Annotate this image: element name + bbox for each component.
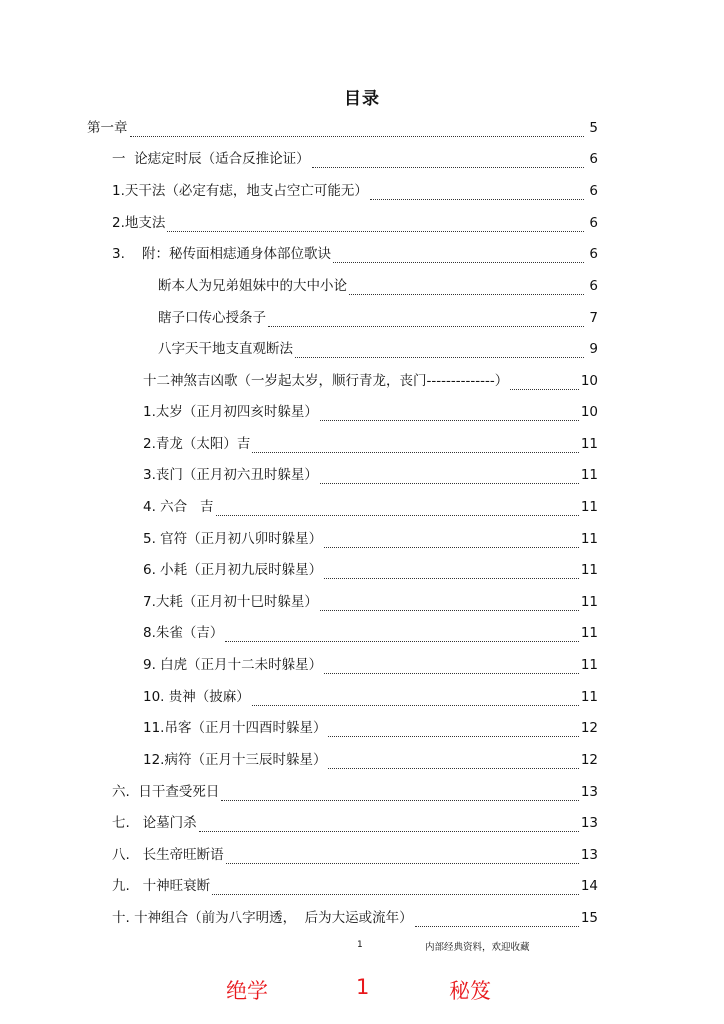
toc-entry-page: 9	[589, 341, 598, 357]
footer-page-number: 1	[357, 940, 363, 950]
toc-entry-page: 6	[589, 246, 598, 262]
dot-leader	[320, 470, 579, 484]
toc-entry-page: 6	[589, 215, 598, 231]
toc-entry[interactable]	[143, 435, 598, 453]
toc-entry[interactable]	[158, 340, 598, 358]
toc-entry-page: 14	[580, 878, 598, 894]
dot-leader	[320, 597, 579, 611]
toc-entry-page: 11	[580, 436, 598, 452]
toc-entry-page: 13	[580, 847, 598, 863]
toc-entry[interactable]	[112, 150, 598, 168]
dot-leader	[226, 850, 579, 864]
toc-entry-label: 六. 日干查受死日	[112, 784, 220, 800]
toc-entry-label: 5. 官符（正月初八卯时躲星）	[143, 531, 323, 547]
toc-entry[interactable]	[143, 403, 598, 421]
toc-entry-label: 4. 六合 吉	[143, 499, 214, 515]
toc-entry-label: 2.青龙（太阳）吉	[143, 436, 251, 452]
dot-leader	[252, 692, 579, 706]
toc-entry-label: 12.病符（正月十三辰时躲星）	[143, 752, 327, 768]
dot-leader	[324, 565, 579, 579]
dot-leader	[130, 123, 585, 137]
toc-entry[interactable]	[143, 751, 598, 769]
toc-entry[interactable]	[143, 372, 598, 390]
toc-entry-label: 八. 长生帝旺断语	[112, 847, 224, 863]
toc-entry-page: 11	[580, 657, 598, 673]
toc-entry[interactable]	[112, 783, 598, 801]
footer-note: 内部经典资料，欢迎收藏	[425, 942, 530, 953]
toc-entry-label: 11.吊客（正月十四酉时躲星）	[143, 720, 327, 736]
toc-entry[interactable]	[112, 877, 598, 895]
toc-entry-label: 7.大耗（正月初十巳时躲星）	[143, 594, 318, 610]
toc-entry[interactable]	[112, 909, 598, 927]
dot-leader	[212, 881, 579, 895]
toc-entry-label: 八字天干地支直观断法	[158, 341, 293, 357]
toc-entry-page: 7	[589, 310, 598, 326]
toc-entry-page: 11	[580, 594, 598, 610]
dot-leader	[268, 313, 584, 327]
toc-entry-label: 10. 贵神（披麻）	[143, 689, 250, 705]
toc-entry[interactable]	[143, 498, 598, 516]
toc-entry-page: 13	[580, 784, 598, 800]
dot-leader	[349, 281, 584, 295]
toc-entry-label: 十. 十神组合（前为八字明透， 后为大运或流年）	[112, 910, 413, 926]
dot-leader	[167, 218, 584, 232]
toc-entry-page: 11	[580, 562, 598, 578]
toc-entry-label: 2.地支法	[112, 215, 166, 231]
toc-entry[interactable]	[158, 309, 598, 327]
toc-entry-label: 3.丧门（正月初六丑时躲星）	[143, 467, 318, 483]
stamp-text-right: 秘笈	[449, 979, 491, 1003]
toc-entry[interactable]	[143, 530, 598, 548]
toc-entry-page: 11	[580, 625, 598, 641]
toc-entry-page: 6	[589, 183, 598, 199]
toc-entry-page: 10	[580, 404, 598, 420]
toc-entry[interactable]	[112, 182, 598, 200]
dot-leader	[295, 344, 584, 358]
toc-entry-label: 8.朱雀（吉）	[143, 625, 224, 641]
toc-entry[interactable]	[112, 814, 598, 832]
dot-leader	[199, 818, 579, 832]
toc-entry-label: 1.太岁（正月初四亥时躲星）	[143, 404, 318, 420]
dot-leader	[221, 787, 578, 801]
toc-entry-page: 12	[580, 752, 598, 768]
dot-leader	[324, 534, 579, 548]
toc-entry-label: 十二神煞吉凶歌（一岁起太岁，顺行青龙，丧门--------------）	[143, 373, 509, 389]
dot-leader	[415, 913, 579, 927]
dot-leader	[328, 723, 578, 737]
dot-leader	[333, 249, 584, 263]
toc-entry[interactable]	[143, 561, 598, 579]
toc-entry-label: 九. 十神旺衰断	[112, 878, 211, 894]
toc-entry[interactable]	[143, 593, 598, 611]
toc-entry-label: 3. 附：秘传面相痣通身体部位歌诀	[112, 246, 332, 262]
toc-entry[interactable]	[112, 214, 598, 232]
toc-entry[interactable]	[158, 277, 598, 295]
stamp-text-middle: 1	[356, 975, 370, 999]
dot-leader	[370, 186, 584, 200]
toc-entry-page: 6	[589, 151, 598, 167]
dot-leader	[324, 660, 579, 674]
dot-leader	[252, 439, 578, 453]
toc-entry[interactable]	[143, 466, 598, 484]
toc-entry[interactable]	[143, 656, 598, 674]
toc-entry-page: 11	[580, 467, 598, 483]
toc-entry[interactable]	[143, 624, 598, 642]
toc-entry-page: 10	[580, 373, 598, 389]
toc-entry-label: 断本人为兄弟姐妹中的大中小论	[158, 278, 347, 294]
toc-entry-page: 6	[589, 278, 598, 294]
toc-entry-label: 七. 论墓门杀	[112, 815, 197, 831]
toc-entry[interactable]	[112, 846, 598, 864]
dot-leader	[320, 407, 579, 421]
dot-leader	[225, 628, 578, 642]
toc-entry-page: 11	[580, 499, 598, 515]
dot-leader	[312, 154, 584, 168]
toc-entry[interactable]	[87, 119, 598, 137]
toc-entry-page: 13	[580, 815, 598, 831]
toc-entry-label: 第一章	[87, 120, 128, 136]
toc-entry[interactable]	[143, 688, 598, 706]
toc-entry-page: 15	[580, 910, 598, 926]
toc-entry[interactable]	[143, 719, 598, 737]
toc-entry-label: 瞎子口传心授条子	[158, 310, 266, 326]
toc-entry-page: 5	[589, 120, 598, 136]
toc-entry-label: 9. 白虎（正月十二未时躲星）	[143, 657, 323, 673]
toc-entry-page: 12	[580, 720, 598, 736]
toc-entry-page: 11	[580, 689, 598, 705]
dot-leader	[510, 376, 579, 390]
toc-entry-label: 6. 小耗（正月初九辰时躲星）	[143, 562, 323, 578]
toc-entry-page: 11	[580, 531, 598, 547]
dot-leader	[328, 755, 578, 769]
toc-entry[interactable]	[112, 245, 598, 263]
stamp-text-left: 绝学	[226, 979, 268, 1003]
page-title: 目录	[344, 89, 380, 109]
dot-leader	[216, 502, 579, 516]
toc-entry-label: 一 论痣定时辰（适合反推论证）	[112, 151, 310, 167]
toc-entry-label: 1.天干法（必定有痣，地支占空亡可能无）	[112, 183, 368, 199]
